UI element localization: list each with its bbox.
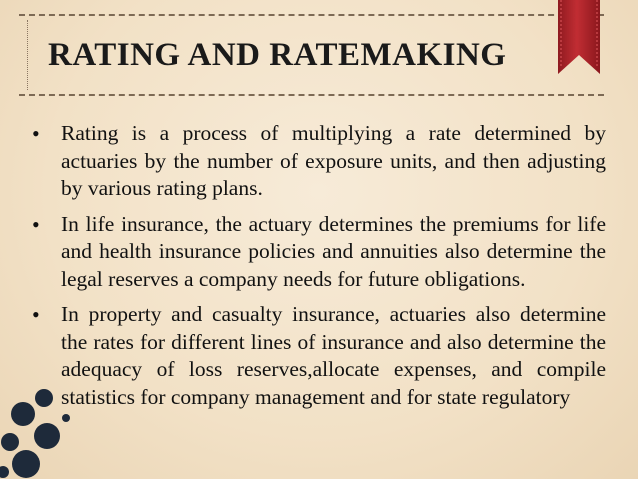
dots-decoration — [0, 388, 80, 479]
bullet-list — [32, 120, 606, 419]
bookmark-ribbon-icon — [558, 0, 600, 74]
list-item — [32, 301, 606, 411]
bullet-icon: • — [32, 211, 40, 237]
title-box — [19, 14, 604, 96]
bullet-icon: • — [32, 302, 40, 327]
list-item — [32, 120, 606, 203]
slide-title: RATING AND RATEMAKING — [48, 37, 507, 73]
list-item — [32, 211, 606, 294]
bullet-text: In property and casualty insurance, actuaries also determine the rates for different lines of insurance and also determine the adequacy of loss reserves,allocate expenses, and compile statistics for company management and for state regulatory — [61, 302, 606, 409]
bullet-icon: • — [32, 121, 40, 146]
bullet-text: In life insurance, the actuary determines the premiums for life and health insurance policies and annuities also determine the legal reserves a company needs for future obligations. — [61, 211, 606, 291]
bullet-text: Rating is a process of multiplying a rate determined by actuaries by the number of exposure units, and then adjusting by various rating plans. — [61, 121, 606, 200]
